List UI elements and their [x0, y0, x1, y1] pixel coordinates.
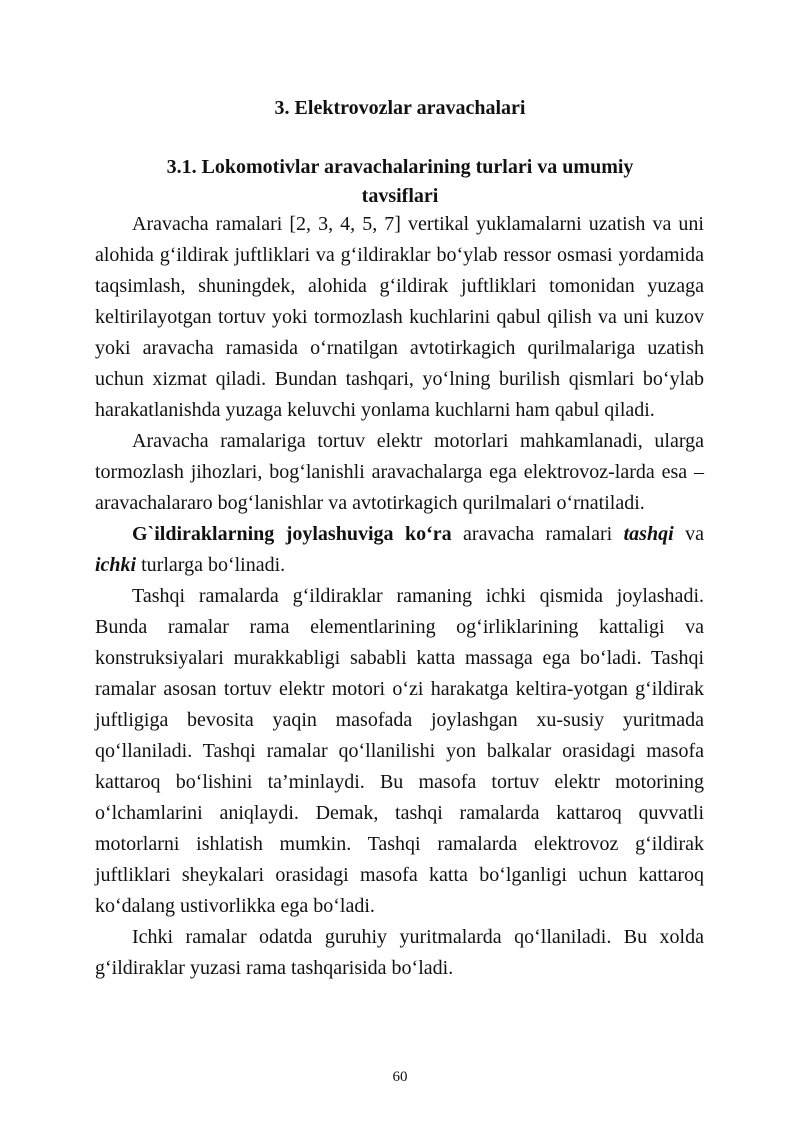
paragraph-4: Tashqi ramalarda g‘ildiraklar ramaning ichki qismida joylashadi. Bunda ramalar rama elementlarining og‘irliklarining kattaligi va konstruksiyalari murakkabligi sababli katta massaga ega bo‘ladi. Tashqi ramalar asosan tortuv elektr motori o‘zi harakatga keltira-yotgan g‘ildirak juftligiga bevosita yaqin masofada joylashgan xu-susiy yuritmada qo‘llaniladi. Tashqi ramalar qo‘llanilishi yon balkalar orasidagi masofa kattaroq bo‘lishini ta’minlaydi. Bu masofa tortuv elektr motorining o‘lchamlarini aniqlaydi. Demak, tashqi ramalarda kattaroq quvvatli motorlarni ishlatish mumkin. Tashqi ramalarda elektrovoz g‘ildirak juftliklari sheykalari orasidagi masofa katta bo‘lganligi uchun kattaroq ko‘dalang ustivorlikka ega bo‘ladi. [95, 585, 704, 917]
page-number: 60 [392, 1069, 408, 1085]
paragraph-2: Aravacha ramalariga tortuv elektr motorlari mahkamlanadi, ularga tormozlash jihozlari, bog‘lanishli aravachalarga ega elektrovoz-larda esa – aravachalararo bog‘lanishlar va avtotirkagich qurilmalari o‘rnatiladi. [95, 430, 704, 514]
paragraph-1: Aravacha ramalari [2, 3, 4, 5, 7] vertikal yuklamalarni uzatish va uni alohida g‘ildirak juftliklari va g‘ildiraklar bo‘ylab ressor osmasi yordamida taqsimlash, shuningdek, alohida g‘ildirak juftliklari tomonidan yuzaga keltirilayotgan tortuv yoki tormozlash kuchlarini qabul qilish va uni kuzov yoki aravacha ramasida o‘rnatilgan avtotirkagich qurilmalariga uzatish uchun xizmat qiladi. Bundan tashqari, yo‘lning burilish qismlari bo‘ylab harakatlanishda yuzaga keluvchi yonlama kuchlarni ham qabul qiladi. [95, 213, 704, 421]
term-ichki: ichki [95, 554, 137, 576]
paragraph-3-text-1: aravacha ramalari [451, 523, 624, 545]
term-tashqi: tashqi [623, 523, 674, 545]
body-text [95, 209, 704, 984]
section-title: 3.1. Lokomotivlar aravachalarining turlari va umumiy tavsiflari [166, 156, 634, 207]
bold-lead-phrase: G`ildiraklarning joylashuviga ko‘ra [132, 523, 452, 545]
paragraph-5: Ichki ramalar odatda guruhiy yuritmalarda qo‘llaniladi. Bu xolda g‘ildiraklar yuzasi rama tashqarisida bo‘ladi. [95, 926, 704, 979]
paragraph-3-text-3: turlarga bo‘linadi. [136, 554, 286, 576]
chapter-title: 3. Elektrovozlar aravachalari [274, 97, 526, 119]
paragraph-3-text-2: va [673, 523, 704, 545]
paragraph-3 [95, 519, 704, 581]
